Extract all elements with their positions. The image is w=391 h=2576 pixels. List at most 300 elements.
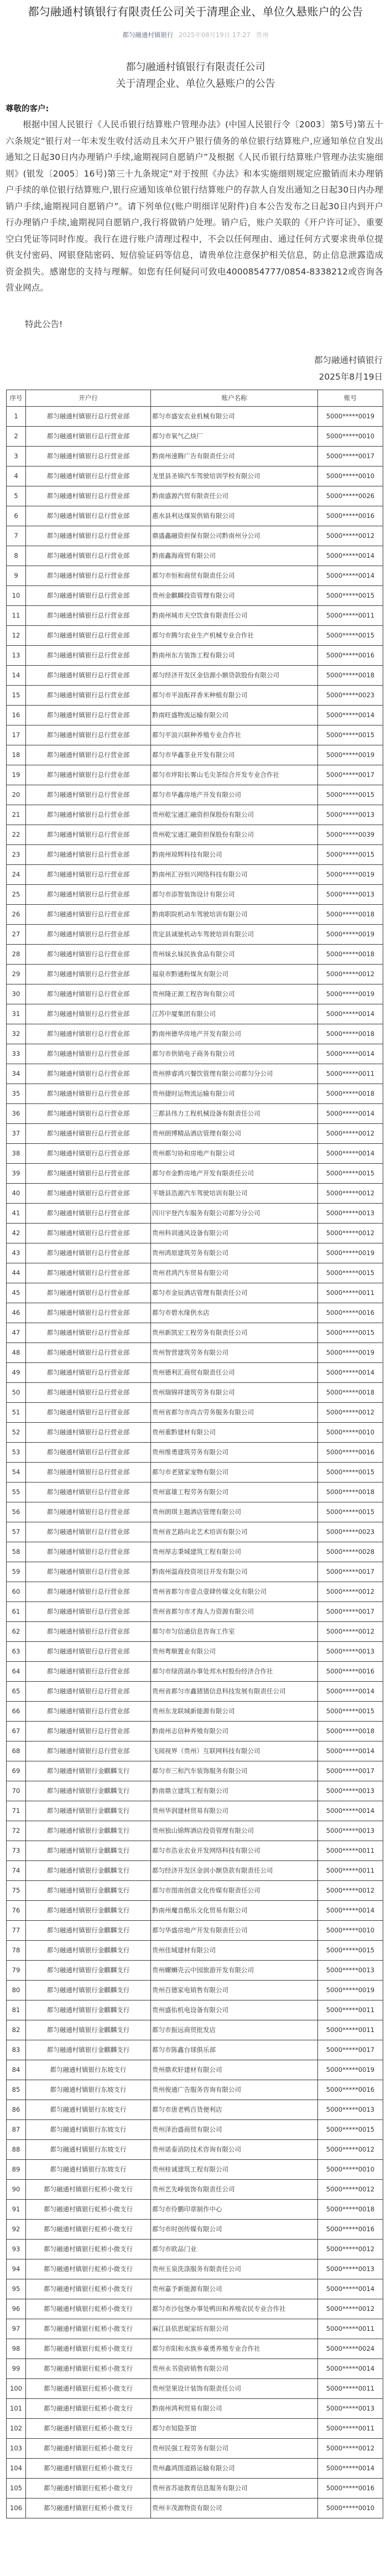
cell-account-name: 贵州粤顺置业有限公司 (151, 1641, 318, 1661)
publish-time: 2025年08月19日 17:27 (179, 31, 251, 39)
table-row (7, 1562, 383, 1582)
cell-serial: 65 (7, 1681, 26, 1701)
cell-account-no: 5000*****0014 (318, 1900, 383, 1920)
table-row (7, 785, 383, 805)
cell-serial: 72 (7, 1821, 26, 1841)
table-row (7, 546, 383, 566)
cell-account-name: 黔南职院机动车驾驶培训有限公司 (151, 904, 318, 924)
cell-serial: 86 (7, 2100, 26, 2119)
cell-bank: 都匀融通村镇银行虹桥小微支行 (26, 2259, 151, 2279)
table-row (7, 1542, 383, 1562)
cell-bank: 都匀融通村镇银行虹桥小微支行 (26, 2279, 151, 2299)
table-row (7, 1821, 383, 1841)
cell-account-name: 黔南州琼辉科技有限公司 (151, 844, 318, 864)
cell-bank: 都匀融通村镇银行总行营业部 (26, 1601, 151, 1621)
cell-serial: 91 (7, 2199, 26, 2219)
cell-account-name: 贵州独山锦辉酒店投资管理有限公司 (151, 1821, 318, 1841)
header-bank: 开户行 (26, 390, 151, 406)
greeting: 尊敬的客户: (6, 105, 49, 113)
cell-bank: 都匀融通村镇银行总行营业部 (26, 1582, 151, 1601)
cell-account-name: 都匀市华鑫房地产开发有限公司 (151, 785, 318, 805)
cell-account-name: 贵州省艺路向北艺术培训有限公司 (151, 1522, 318, 1542)
cell-serial: 80 (7, 1980, 26, 2000)
cell-bank: 都匀融通村镇银行总行营业部 (26, 566, 151, 585)
cell-account-no: 5000*****0012 (318, 964, 383, 984)
cell-account-no: 5000*****0014 (318, 1044, 383, 1064)
table-row (7, 2199, 383, 2219)
cell-bank: 都匀融通村镇银行总行营业部 (26, 1064, 151, 1084)
cell-account-no: 5000*****0015 (318, 844, 383, 864)
cell-account-name: 贵州乾宝通汇融资担保股份有限公司 (151, 825, 318, 844)
table-row (7, 2020, 383, 2040)
table-row (7, 825, 383, 844)
cell-bank: 都匀融通村镇银行总行营业部 (26, 1542, 151, 1562)
cell-bank: 都匀融通村镇银行总行营业部 (26, 426, 151, 446)
table-row (7, 2398, 383, 2418)
table-row (7, 486, 383, 506)
table-row (7, 466, 383, 486)
cell-serial: 55 (7, 1482, 26, 1502)
cell-serial: 25 (7, 884, 26, 904)
table-row (7, 1960, 383, 1980)
cell-serial: 28 (7, 944, 26, 964)
cell-bank: 都匀融通村镇银行金麒麟支行 (26, 1821, 151, 1841)
cell-bank: 都匀融通村镇银行总行营业部 (26, 1084, 151, 1103)
cell-account-name: 都匀市图南创意文化传媒有限责任公司 (151, 1880, 318, 1900)
cell-account-name: 贵州省苏迪教育信息服务有限公司 (151, 2478, 318, 2498)
cell-serial: 83 (7, 2040, 26, 2060)
cell-account-no: 5000*****0019 (318, 984, 383, 1004)
table-row (7, 645, 383, 665)
cell-serial: 40 (7, 1183, 26, 1203)
cell-account-no: 5000*****0019 (318, 1343, 383, 1362)
cell-serial: 89 (7, 2159, 26, 2179)
cell-account-name: 黔南州温商投资项目开发有限公司 (151, 1562, 318, 1582)
cell-account-name: 贵州诺泰消防技术咨询有限公司 (151, 2139, 318, 2159)
cell-account-name: 都匀市碧水缘供水店 (151, 1303, 318, 1323)
table-row (7, 765, 383, 785)
table-row (7, 1223, 383, 1243)
cell-account-no: 5000*****0017 (318, 446, 383, 466)
cell-account-no: 5000*****0011 (318, 1064, 383, 1084)
cell-account-name: 飞阅视界（贵州）互联网科技有限公司 (151, 1741, 318, 1761)
table-row (7, 2080, 383, 2100)
cell-serial: 36 (7, 1103, 26, 1123)
cell-serial: 67 (7, 1721, 26, 1741)
cell-account-no: 5000*****0026 (318, 486, 383, 506)
cell-account-no: 5000*****0024 (318, 2339, 383, 2359)
cell-bank: 都匀融通村镇银行总行营业部 (26, 765, 151, 785)
cell-bank: 都匀融通村镇银行东坡支行 (26, 2100, 151, 2119)
cell-serial: 18 (7, 745, 26, 765)
cell-serial: 6 (7, 506, 26, 526)
cell-serial: 96 (7, 2299, 26, 2319)
cell-account-name: 贵州新凯宏工程劳务有限责任公司 (151, 1323, 318, 1343)
cell-account-name: 都匀市时创传媒有限公司 (151, 2219, 318, 2239)
cell-bank: 都匀融通村镇银行总行营业部 (26, 605, 151, 625)
cell-serial: 103 (7, 2438, 26, 2458)
cell-account-name: 贵州捷时运物流运输有限公司 (151, 1084, 318, 1103)
table-row (7, 1741, 383, 1761)
cell-account-name: 黔南州速腾广告有限责任公司 (151, 446, 318, 466)
cell-account-name: 贵州省都匀市鑫猪猪信息科技发展有限责任公司 (151, 1681, 318, 1701)
table-row (7, 685, 383, 705)
cell-bank: 都匀融通村镇银行虹桥小微支行 (26, 2339, 151, 2359)
cell-account-no: 5000*****0016 (318, 2080, 383, 2100)
cell-bank: 都匀融通村镇银行总行营业部 (26, 944, 151, 964)
cell-serial: 58 (7, 1542, 26, 1562)
cell-account-name: 贵州都匀协和房地产有限公司 (151, 1143, 318, 1163)
cell-account-name: 贵州俊通广告服务咨询有限公司 (151, 2080, 318, 2100)
cell-serial: 87 (7, 2119, 26, 2139)
cell-bank: 都匀融通村镇银行总行营业部 (26, 1661, 151, 1681)
cell-account-no: 5000*****0015 (318, 1263, 383, 1283)
cell-bank: 都匀融通村镇银行总行营业部 (26, 1303, 151, 1323)
table-row (7, 1283, 383, 1303)
cell-account-name: 都匀市阳和水族乡豪勇养殖专业合作社 (151, 2339, 318, 2359)
article-meta (0, 30, 391, 39)
cell-serial: 53 (7, 1442, 26, 1462)
table-row (7, 2179, 383, 2199)
cell-account-no: 5000*****0012 (318, 2139, 383, 2159)
cell-account-no: 5000*****0011 (318, 2020, 383, 2040)
cell-serial: 101 (7, 2398, 26, 2418)
cell-account-name: 贵州民强工程劳务有限公司 (151, 2438, 318, 2458)
cell-account-name: 贵州瑞锦祥建筑劳务有限公司 (151, 1382, 318, 1402)
cell-account-name: 都匀市唐老鸭百货便利店 (151, 2100, 318, 2119)
cell-account-no: 5000*****0011 (318, 1283, 383, 1303)
cell-account-name: 都匀市坪阳长雾山毛尖茶综合开发专业合作社 (151, 765, 318, 785)
cell-bank: 都匀融通村镇银行总行营业部 (26, 1621, 151, 1641)
publish-location: 贵州 (256, 31, 269, 39)
cell-account-no: 5000*****0019 (318, 2060, 383, 2080)
cell-serial: 97 (7, 2319, 26, 2339)
cell-serial: 79 (7, 1960, 26, 1980)
cell-bank: 都匀融通村镇银行虹桥小微支行 (26, 2418, 151, 2438)
cell-account-name: 贵州厚志秉城建筑工程有限公司 (151, 1542, 318, 1562)
table-row (7, 2438, 383, 2458)
table-row (7, 705, 383, 725)
cell-account-no: 5000*****0014 (318, 1004, 383, 1024)
cell-account-name: 贵州螺蛳壳云中园旅游开发有限公司 (151, 1960, 318, 1980)
cell-account-no: 5000*****0014 (318, 2458, 383, 2478)
cell-account-name: 贵州朗博精品酒店管理有限公司 (151, 1123, 318, 1143)
cell-serial: 33 (7, 1044, 26, 1064)
cell-bank: 都匀融通村镇银行总行营业部 (26, 1024, 151, 1044)
cell-bank: 都匀融通村镇银行总行营业部 (26, 1482, 151, 1502)
cell-account-name: 都匀市老猪家宠物有限公司 (151, 1462, 318, 1482)
cell-account-no: 5000*****0012 (318, 1123, 383, 1143)
cell-serial: 10 (7, 585, 26, 605)
table-row (7, 745, 383, 765)
cell-account-name: 贵州乾宝通汇融资担保股份有限公司 (151, 805, 318, 825)
cell-account-name: 贵州科训通风设备有限公司 (151, 1223, 318, 1243)
cell-account-no: 5000*****0012 (318, 526, 383, 546)
cell-account-no: 5000*****0011 (318, 605, 383, 625)
table-row (7, 1701, 383, 1721)
cell-bank: 都匀融通村镇银行总行营业部 (26, 964, 151, 984)
cell-account-no: 5000*****0018 (318, 1084, 383, 1103)
cell-account-name: 都匀市恒和商贸有限责任公司 (151, 566, 318, 585)
cell-bank: 都匀融通村镇银行总行营业部 (26, 1263, 151, 1283)
cell-bank: 都匀融通村镇银行总行营业部 (26, 625, 151, 645)
cell-serial: 85 (7, 2080, 26, 2100)
table-row (7, 1143, 383, 1163)
cell-bank: 都匀融通村镇银行金麒麟支行 (26, 1860, 151, 1880)
cell-bank: 都匀融通村镇银行总行营业部 (26, 1123, 151, 1143)
table-row (7, 526, 383, 546)
cell-account-name: 都匀市匀信通信息咨询工作室 (151, 1621, 318, 1641)
cell-account-no: 5000*****0013 (318, 2100, 383, 2119)
table-row (7, 1203, 383, 1223)
table-row (7, 2259, 383, 2279)
cell-account-no: 5000*****0017 (318, 1761, 383, 1781)
cell-bank: 都匀融通村镇银行虹桥小微支行 (26, 2359, 151, 2378)
table-row (7, 2339, 383, 2359)
cell-account-no: 5000*****0016 (318, 1303, 383, 1323)
cell-account-no: 5000*****0018 (318, 2199, 383, 2219)
cell-serial: 61 (7, 1601, 26, 1621)
table-row (7, 2299, 383, 2319)
cell-bank: 都匀融通村镇银行总行营业部 (26, 984, 151, 1004)
table-row (7, 1502, 383, 1522)
table-row (7, 1841, 383, 1860)
cell-serial: 35 (7, 1084, 26, 1103)
cell-serial: 59 (7, 1562, 26, 1582)
cell-bank: 都匀融通村镇银行虹桥小微支行 (26, 2378, 151, 2398)
table-row (7, 2319, 383, 2339)
cell-serial: 23 (7, 844, 26, 864)
cell-bank: 都匀融通村镇银行东坡支行 (26, 2139, 151, 2159)
table-row (7, 2458, 383, 2478)
article-title: 都匀融通村镇银行有限责任公司关于清理企业、单位久悬账户的公告 (28, 5, 363, 18)
cell-account-no: 5000*****0012 (318, 2179, 383, 2199)
cell-account-no: 5000*****0011 (318, 2378, 383, 2398)
cell-account-no: 5000*****0010 (318, 466, 383, 486)
cell-account-no: 5000*****0010 (318, 1920, 383, 1940)
cell-account-name: 贵州鑫鸿图道路运输有限公司 (151, 2458, 318, 2478)
cell-account-no: 5000*****0039 (318, 825, 383, 844)
cell-account-no: 5000*****0015 (318, 785, 383, 805)
cell-account-name: 贵州坚果设计装饰有限责任公司 (151, 2378, 318, 2398)
cell-bank: 都匀融通村镇银行总行营业部 (26, 844, 151, 864)
cell-bank: 都匀融通村镇银行总行营业部 (26, 1183, 151, 1203)
table-row (7, 1163, 383, 1183)
cell-account-no: 5000*****0015 (318, 1502, 383, 1522)
cell-serial: 74 (7, 1860, 26, 1880)
table-row (7, 426, 383, 446)
cell-account-name: 黔南鑫海商贸有限公司 (151, 546, 318, 566)
cell-serial: 104 (7, 2458, 26, 2478)
cell-account-no: 5000*****0015 (318, 725, 383, 745)
table-row (7, 1422, 383, 1442)
table-row (7, 1582, 383, 1601)
cell-account-name: 贵州省都匀市才海人力资源有限公司 (151, 1601, 318, 1621)
cell-serial: 70 (7, 1781, 26, 1801)
cell-account-no: 5000*****0012 (318, 2239, 383, 2259)
cell-serial: 42 (7, 1223, 26, 1243)
cell-serial: 7 (7, 526, 26, 546)
cell-bank: 都匀融通村镇银行总行营业部 (26, 1422, 151, 1442)
cell-bank: 都匀融通村镇银行总行营业部 (26, 884, 151, 904)
table-row (7, 2139, 383, 2159)
table-row (7, 1064, 383, 1084)
cell-bank: 都匀融通村镇银行金麒麟支行 (26, 2020, 151, 2040)
table-row (7, 1482, 383, 1502)
cell-account-no: 5000*****0018 (318, 944, 383, 964)
cell-account-no: 5000*****0013 (318, 2398, 383, 2418)
cell-bank: 都匀融通村镇银行总行营业部 (26, 1203, 151, 1223)
cell-account-name: 都匀市陈鑫台球俱乐部 (151, 2040, 318, 2060)
cell-account-no: 5000*****0011 (318, 2000, 383, 2020)
table-row (7, 1900, 383, 1920)
source-link[interactable]: 都匀融通村镇银行 (122, 31, 174, 39)
cell-bank: 都匀融通村镇银行总行营业部 (26, 805, 151, 825)
cell-account-name: 贵州妹幺妹民族食品有限公司 (151, 944, 318, 964)
table-row (7, 1781, 383, 1801)
cell-account-name: 贵州盛佑机电设备有限公司 (151, 2000, 318, 2020)
cell-account-name: 都匀市添智装饰设计有限公司 (151, 884, 318, 904)
cell-serial: 27 (7, 924, 26, 944)
cell-account-no: 5000*****0013 (318, 2259, 383, 2279)
table-row (7, 1343, 383, 1362)
table-row (7, 984, 383, 1004)
cell-account-name: 贵州鸿原建筑劳务有限公司 (151, 1243, 318, 1263)
cell-account-no: 5000*****0010 (318, 2498, 383, 2518)
cell-account-name: 黔南州东方装饰工程有限公司 (151, 645, 318, 665)
cell-account-no: 5000*****0013 (318, 884, 383, 904)
cell-account-name: 贵州隆正源工程咨询有限公司 (151, 984, 318, 1004)
cell-serial: 106 (7, 2498, 26, 2518)
cell-account-name: 都匀华盛房地产开发有限责任公司 (151, 1920, 318, 1940)
cell-account-no: 5000*****0019 (318, 1243, 383, 1263)
cell-serial: 1 (7, 406, 26, 426)
table-row (7, 406, 383, 426)
table-row (7, 1243, 383, 1263)
table-row (7, 2119, 383, 2139)
cell-bank: 都匀融通村镇银行金麒麟支行 (26, 1960, 151, 1980)
cell-serial: 95 (7, 2279, 26, 2299)
table-row (7, 924, 383, 944)
cell-serial: 24 (7, 864, 26, 884)
table-row (7, 1123, 383, 1143)
table-row (7, 944, 383, 964)
signature-date: 2025年8月19日 (319, 371, 383, 382)
cell-serial: 84 (7, 2060, 26, 2080)
table-row (7, 1601, 383, 1621)
cell-account-name: 惠水县利达煤炭供销有限公司 (151, 506, 318, 526)
table-row (7, 585, 383, 605)
table-row (7, 1761, 383, 1781)
table-row (7, 1641, 383, 1661)
cell-serial: 8 (7, 546, 26, 566)
cell-serial: 45 (7, 1283, 26, 1303)
table-row (7, 1681, 383, 1701)
cell-account-no: 5000*****0011 (318, 2319, 383, 2339)
cell-bank: 都匀融通村镇银行总行营业部 (26, 1243, 151, 1263)
table-row (7, 1382, 383, 1402)
table-row (7, 864, 383, 884)
cell-account-name: 都匀市三和汽车装饰服务有限公司 (151, 1761, 318, 1781)
cell-account-no: 5000*****0014 (318, 705, 383, 725)
cell-account-name: 贵州东龙联城新能源有限公司 (151, 1701, 318, 1721)
cell-account-name: 贵州嘉予新能源有限公司 (151, 2279, 318, 2299)
cell-bank: 都匀融通村镇银行金麒麟支行 (26, 1841, 151, 1860)
cell-account-no: 5000*****0015 (318, 585, 383, 605)
cell-bank: 都匀融通村镇银行金麒麟支行 (26, 1880, 151, 1900)
cell-bank: 都匀融通村镇银行总行营业部 (26, 1641, 151, 1661)
cell-account-no: 5000*****0018 (318, 1721, 383, 1741)
cell-account-name: 贵州丰茂源物资有限公司 (151, 2498, 318, 2518)
header-account-no: 账号 (318, 390, 383, 406)
cell-account-no: 5000*****0011 (318, 2418, 383, 2438)
cell-account-name: 黔南州城市天空饮食有限责任公司 (151, 605, 318, 625)
table-row (7, 725, 383, 745)
table-row (7, 2159, 383, 2179)
cell-account-no: 5000*****0012 (318, 1582, 383, 1601)
cell-account-no: 5000*****0015 (318, 2119, 383, 2139)
cell-serial: 62 (7, 1621, 26, 1641)
cell-bank: 都匀融通村镇银行东坡支行 (26, 2159, 151, 2179)
table-row (7, 2279, 383, 2299)
cell-account-name: 都匀市金黔房地产开发有限责任公司 (151, 1163, 318, 1183)
cell-account-no: 5000*****0015 (318, 1163, 383, 1183)
cell-serial: 34 (7, 1064, 26, 1084)
cell-bank: 都匀融通村镇银行总行营业部 (26, 1502, 151, 1522)
cell-account-name: 都匀经济开发区金润小额贷款有限责任公司 (151, 1860, 318, 1880)
cell-bank: 都匀融通村镇银行总行营业部 (26, 506, 151, 526)
cell-bank: 都匀融通村镇银行金麒麟支行 (26, 1980, 151, 2000)
cell-bank: 都匀融通村镇银行金麒麟支行 (26, 1920, 151, 1940)
table-row (7, 1004, 383, 1024)
table-row (7, 904, 383, 924)
cell-account-no: 5000*****0013 (318, 1641, 383, 1661)
cell-account-name: 贵州百德家电销售有限公司 (151, 1980, 318, 2000)
cell-bank: 都匀融通村镇银行金麒麟支行 (26, 1900, 151, 1920)
cell-account-no: 5000*****0014 (318, 2359, 383, 2378)
cell-account-no: 5000*****0015 (318, 1940, 383, 1960)
cell-bank: 都匀融通村镇银行总行营业部 (26, 1462, 151, 1482)
cell-serial: 49 (7, 1362, 26, 1382)
cell-account-name: 黔南州汇谷恒兴网络科技有限公司 (151, 864, 318, 884)
cell-account-name: 都匀平浪兴联种养殖专业合作社 (151, 725, 318, 745)
cell-account-name: 贵州桂诚建筑工程有限公司 (151, 2159, 318, 2179)
cell-serial: 93 (7, 2239, 26, 2259)
cell-account-name: 麻江县依思妮家纺有限公司 (151, 2319, 318, 2339)
table-row (7, 2478, 383, 2498)
cell-account-name: 都匀市金辰酒店管理有限责任公司 (151, 1283, 318, 1303)
cell-bank: 都匀融通村镇银行金麒麟支行 (26, 1761, 151, 1781)
cell-account-name: 贵州德利汇商贸有限责任公司 (151, 1362, 318, 1382)
table-row (7, 1362, 383, 1382)
cell-account-no: 5000*****0010 (318, 426, 383, 446)
cell-account-no: 5000*****0018 (318, 904, 383, 924)
signature (0, 352, 383, 385)
cell-bank: 都匀融通村镇银行金麒麟支行 (26, 1801, 151, 1821)
cell-account-name: 黔南鼎立建筑工程有限公司 (151, 1781, 318, 1801)
table-row (7, 605, 383, 625)
table-row (7, 625, 383, 645)
cell-account-name: 都匀市欧品门业 (151, 2239, 318, 2259)
table-row (7, 1980, 383, 2000)
cell-bank: 都匀融通村镇银行总行营业部 (26, 526, 151, 546)
cell-bank: 都匀融通村镇银行总行营业部 (26, 785, 151, 805)
cell-bank: 都匀融通村镇银行虹桥小微支行 (26, 2219, 151, 2239)
cell-bank: 都匀融通村镇银行虹桥小微支行 (26, 2398, 151, 2418)
cell-serial: 17 (7, 725, 26, 745)
table-row (7, 1402, 383, 1422)
cell-account-name: 鼎盛鑫融资担保有限公司黔南州分公司 (151, 526, 318, 546)
